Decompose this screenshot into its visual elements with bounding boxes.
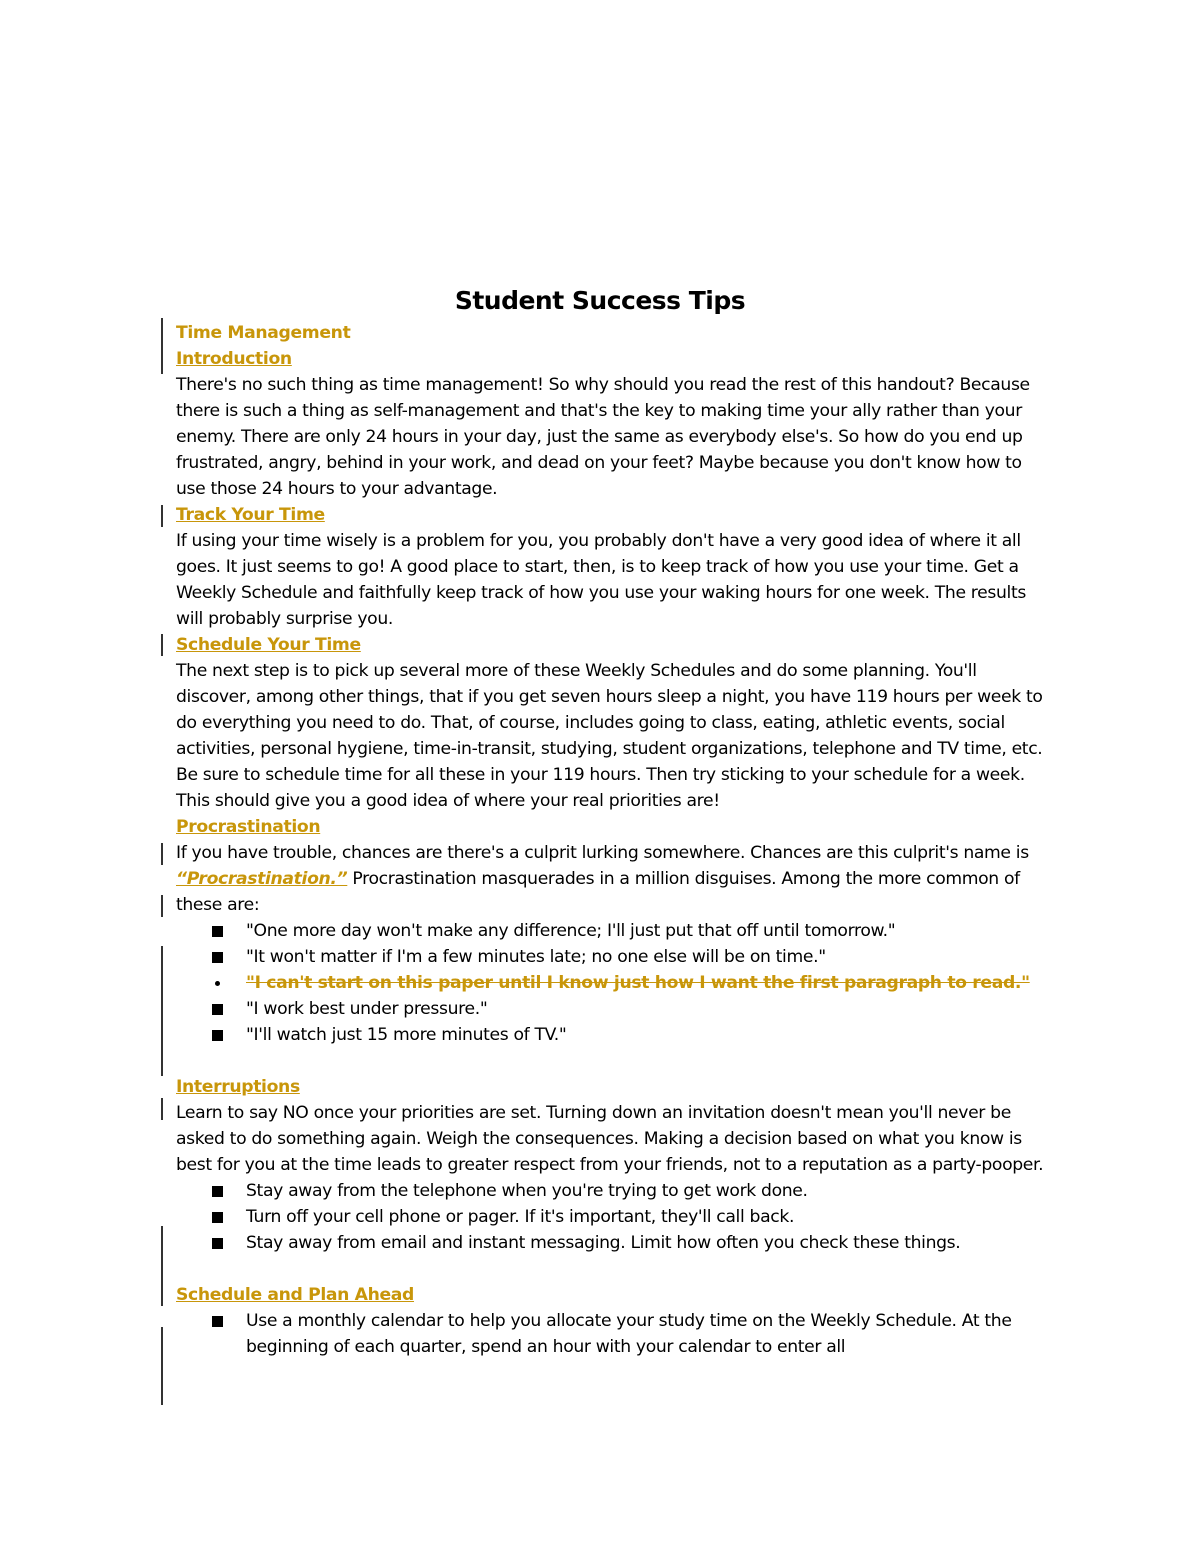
procrastination-text-after: Procrastination masquerades in a million disguises. Among the more common of these are:	[176, 869, 1020, 915]
revision-bar	[161, 946, 163, 1076]
revision-bar	[161, 318, 163, 374]
heading-procrastination: Procrastination	[176, 817, 321, 837]
revision-bar	[161, 505, 163, 527]
procrastination-highlight: “Procrastination.”	[176, 869, 348, 889]
list-item: Turn off your cell phone or pager. If it's important, they'll call back.	[246, 1204, 1046, 1230]
revision-bar	[161, 1327, 163, 1405]
paragraph-procrastination	[176, 840, 1046, 918]
spacer	[176, 1048, 1046, 1074]
square-bullet-icon	[212, 952, 223, 963]
paragraph-introduction: There's no such thing as time management! So why should you read the rest of this handout? Because there is such a thing as self-management and that's the key to making time your ally rather than your enemy. There are only 24 hours in your day, just the same as everybody else's. So how do you end up frustrated, angry, behind in your work, and dead on your feet? Maybe because you don't know how to use those 24 hours to your advantage.	[176, 375, 1030, 499]
list-item: "I'll watch just 15 more minutes of TV."	[246, 1022, 1046, 1048]
dot-bullet-icon	[215, 981, 220, 986]
square-bullet-icon	[212, 926, 223, 937]
interruptions-list	[176, 1178, 1046, 1256]
revision-bar	[161, 895, 163, 917]
page-title: Student Success Tips	[454, 286, 746, 315]
list-item-deleted: "I can't start on this paper until I know just how I want the first paragraph to read."	[246, 970, 1046, 996]
revision-bar	[161, 1226, 163, 1306]
paragraph-track-your-time: If using your time wisely is a problem for you, you probably don't have a very good idea of where it all goes. It just seems to go! A good place to start, then, is to keep track of how you use your time. Get a Weekly Schedule and faithfully keep track of how you use your waking hours for one week. The results will probably surprise you.	[176, 531, 1026, 629]
section-heading-time-management: Time Management	[176, 323, 351, 343]
heading-interruptions: Interruptions	[176, 1077, 300, 1097]
square-bullet-icon	[212, 1316, 223, 1327]
square-bullet-icon	[212, 1186, 223, 1197]
square-bullet-icon	[212, 1004, 223, 1015]
heading-track-your-time: Track Your Time	[176, 505, 325, 525]
plan-ahead-list	[176, 1308, 1046, 1360]
revision-bar	[161, 634, 163, 656]
paragraph-interruptions: Learn to say NO once your priorities are set. Turning down an invitation doesn't mean you'll never be asked to do something again. Weigh the consequences. Making a decision based on what you know is best for you at the time leads to greater respect from your friends, not to a reputation as a party-pooper.	[176, 1103, 1044, 1175]
square-bullet-icon	[212, 1212, 223, 1223]
list-item: Stay away from email and instant messaging. Limit how often you check these things.	[246, 1230, 1046, 1256]
heading-schedule-your-time: Schedule Your Time	[176, 635, 361, 655]
heading-introduction: Introduction	[176, 349, 292, 369]
document-body	[176, 320, 1046, 1360]
square-bullet-icon	[212, 1238, 223, 1249]
list-item: Use a monthly calendar to help you allocate your study time on the Weekly Schedule. At the beginning of each quarter, spend an hour with your calendar to enter all	[246, 1308, 1046, 1360]
list-item: "One more day won't make any difference; I'll just put that off until tomorrow."	[246, 918, 1046, 944]
square-bullet-icon	[212, 1030, 223, 1041]
procrastination-text-before: If you have trouble, chances are there's a culprit lurking somewhere. Chances are this culprit's name is	[176, 843, 1029, 863]
list-item: "I work best under pressure."	[246, 996, 1046, 1022]
list-item: "It won't matter if I'm a few minutes late; no one else will be on time."	[246, 944, 1046, 970]
revision-bar	[161, 843, 163, 865]
heading-schedule-and-plan-ahead: Schedule and Plan Ahead	[176, 1285, 415, 1305]
revision-bar	[161, 1098, 163, 1120]
spacer	[176, 1256, 1046, 1282]
paragraph-schedule-your-time: The next step is to pick up several more of these Weekly Schedules and do some planning. You'll discover, among other things, that if you get seven hours sleep a night, you have 119 hours per week to do everything you need to do. That, of course, includes going to class, eating, athletic events, social activities, personal hygiene, time-in-transit, studying, student organizations, telephone and TV time, etc. Be sure to schedule time for all these in your 119 hours. Then try sticking to your schedule for a week. This should give you a good idea of where your real priorities are!	[176, 661, 1043, 811]
list-item: Stay away from the telephone when you're trying to get work done.	[246, 1178, 1046, 1204]
procrastination-list	[176, 918, 1046, 1048]
